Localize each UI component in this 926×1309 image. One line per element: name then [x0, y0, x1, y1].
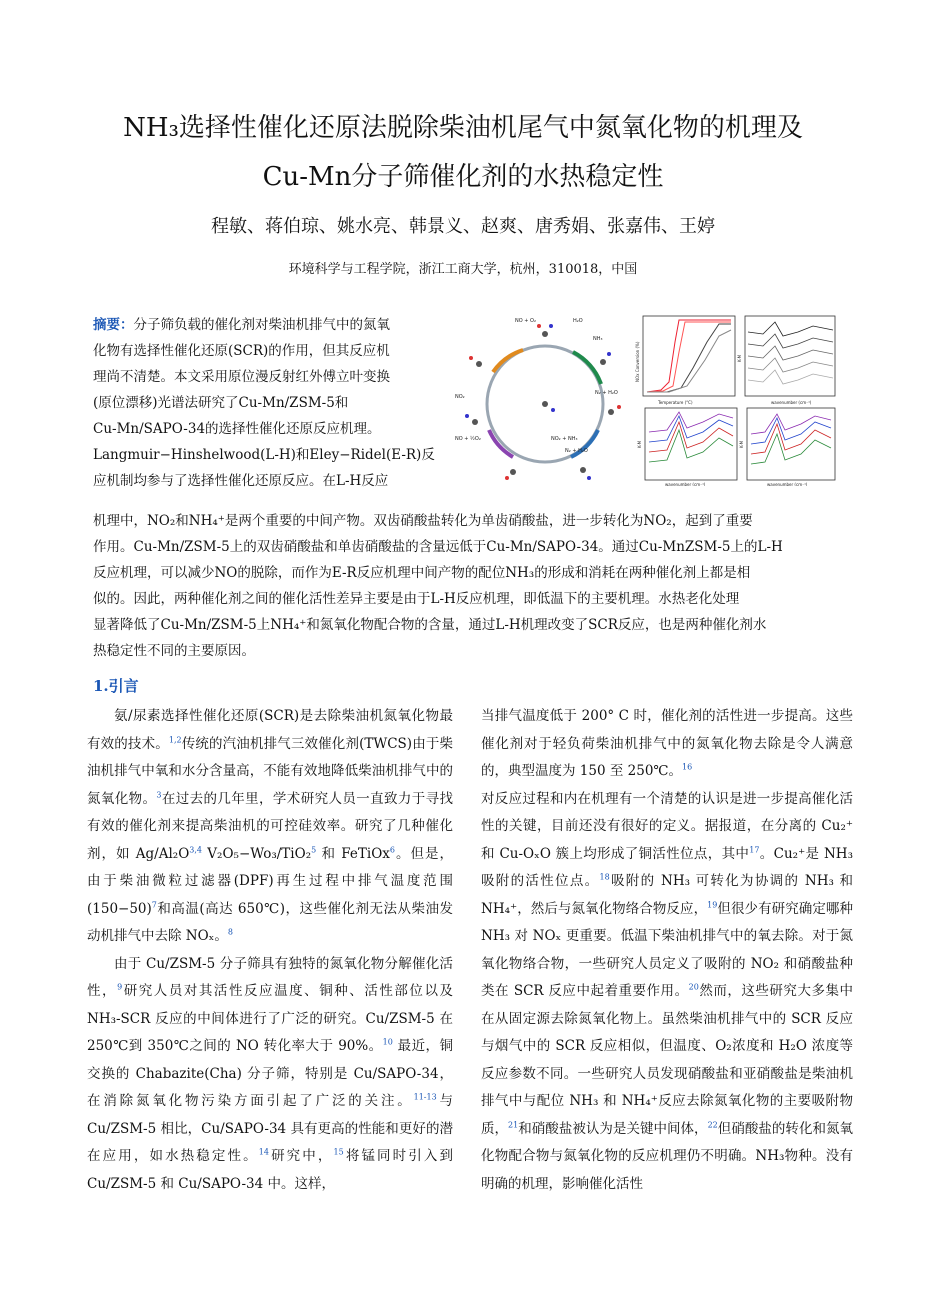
cycle-label: NO + O₂	[515, 318, 536, 324]
affiliation: 环境科学与工程学院，浙江工商大学，杭州，310018，中国	[288, 262, 638, 277]
text-run: 与 Cu/ZSM-5 相比，Cu/SAPO-34 具有更高的性能和更好的潜在应用，如水热稳定性。	[87, 1093, 454, 1164]
plot-xlabel: wavenumber (cm⁻¹)	[767, 482, 808, 486]
abstract-line: 分子筛负载的催化剂对柴油机排气中的氮氧	[133, 317, 390, 333]
cycle-label: H₂O	[573, 318, 583, 324]
text-run: 和高温(高达 650℃)，这些催化剂无法从柴油发动机排气中去除 NOₓ。	[87, 900, 453, 944]
cycle-label: N₂ + H₂O	[595, 390, 618, 396]
text-run: 最近，铜交换的 Chabazite(Cha) 分子筛，特别是 Cu/SAPO-34，在消除氮氧化物污染方面引起了广泛的关注。	[87, 1038, 453, 1109]
text-run: 。但是，由于柴油微粒过滤器(DPF)再生过程中排气温度范围(150−50)	[87, 845, 453, 917]
citation: 18	[599, 872, 610, 882]
cycle-label: NO + ½O₂	[455, 436, 481, 442]
abstract-line: 作用。Cu-Mn/ZSM-5上的双齿硝酸盐和单齿硝酸盐的含量远低于Cu-Mn/SAPO-34。通过Cu-MnZSM-5上的L-H	[93, 539, 783, 555]
text-run: 然而，这些研究大多集中在从固定源去除氮氧化物上。虽然柴油机排气中的 SCR 反应与烟气中的 SCR 反应相似，但温度、O₂浓度和 H₂O 浓度等反应参数不同。一些研究人员发现硝酸盐和亚硝酸盐是柴油机排气中与配位 NH₃ 和 NH₄⁺反应去除氮氧化物的主要吸附物质，	[481, 983, 854, 1137]
abstract-line: 反应机理，可以减少NO的脱除，而作为E-R反应机理中间产物的配位NH₃的形成和消耗在两种催化剂上都是相	[93, 565, 751, 581]
spectra-plot-bottom-right	[739, 408, 835, 486]
text-run: 和硝酸盐被认为是关键中间体，	[518, 1120, 708, 1137]
abstract-line: Langmuir−Hinshelwood(L-H)和Eley−Ridel(E-R)反	[93, 447, 435, 463]
cycle-label: NH₃	[593, 336, 603, 342]
cycle-label: NO₂ + NH₃	[551, 436, 578, 442]
citation: 3,4	[189, 845, 203, 854]
text-run: 由于 Cu/ZSM-5 分子筛具有独特的氮氧化物分解催化活性，	[87, 955, 453, 999]
paragraph	[481, 786, 853, 1199]
text-run: 吸附的 NH₃ 可转化为协调的 NH₃ 和 NH₄⁺，然后与氮氧化物络合物反应，	[481, 873, 853, 917]
text-run: 但很少有研究确定哪种 NH₃ 对 NOₓ 更重要。低温下柴油机排气中的氧去除。对于氮氧化物络合物，一些研究人员定义了吸附的 NO₂ 和硝酸盐种类在 SCR 反应中起着重要作用。	[481, 900, 854, 999]
plot-ylabel: K-M	[739, 440, 744, 448]
text-run: 和 FeTiOx	[316, 845, 390, 862]
citation: 3	[156, 790, 162, 799]
citation: 14	[258, 1147, 269, 1157]
reaction-cycle-diagram	[455, 318, 621, 480]
text-run: 研究中，	[268, 1148, 334, 1164]
plot-ylabel: K-M	[637, 440, 642, 448]
citation: 9	[117, 982, 123, 992]
abstract-line: 显著降低了Cu-Mn/ZSM-5上NH₄⁺和氮氧化物配合物的含量，通过L-H机理改变了SCR反应，也是两种催化剂水	[93, 617, 767, 633]
cycle-label: N₂ + H₂O	[565, 448, 588, 454]
spectra-plot-top	[737, 316, 835, 405]
section-heading: 1.引言	[93, 677, 139, 695]
abstract-label: 摘要：	[93, 317, 134, 333]
conversion-plot	[635, 316, 735, 405]
abstract-line: 化物有选择性催化还原(SCR)的作用，但其反应机	[93, 343, 390, 359]
left-column	[87, 703, 453, 1198]
citation: 11-13	[413, 1092, 437, 1102]
authors: 程敏、蒋伯琼、姚水亮、韩景义、赵爽、唐秀娟、张嘉伟、王婷	[211, 216, 715, 237]
text-run: 对反应过程和内在机理有一个清楚的认识是进一步提高催化活性的关键，目前还没有很好的定义。据报道，在分离的 Cu₂⁺和 Cu-OₓO 簇上均形成了铜活性位点，其中	[481, 790, 853, 862]
plot-xlabel: wavenumber (cm⁻¹)	[771, 400, 812, 405]
text-run: 在过去的几年里，学术研究人员一直致力于寻找有效的催化剂来提高柴油机的可控硅效率。研究了几种催化剂，如 Ag/Al₂O	[87, 790, 454, 862]
text-run: 当排气温度低于 200° C 时，催化剂的活性进一步提高。这些催化剂对于轻负荷柴油机排气中的氮氧化物去除是令人满意的，典型温度为 150 至 250℃。	[481, 708, 853, 779]
citation: 10	[382, 1037, 393, 1047]
plot-xlabel: Temperature (°C)	[658, 400, 693, 405]
citation: 1,2	[168, 735, 182, 744]
citation: 5	[311, 845, 317, 854]
graphical-abstract	[453, 312, 839, 486]
abstract-line: 机理中，NO₂和NH₄⁺是两个重要的中间产物。双齿硝酸盐转化为单齿硝酸盐，进一步转化为NO₂，起到了重要	[93, 513, 753, 529]
citation: 21	[508, 1120, 519, 1129]
right-column	[481, 703, 853, 1198]
text-run: 氨/尿素选择性催化还原(SCR)是去除柴油机氮氧化物最有效的技术。	[87, 708, 453, 752]
paragraph	[87, 951, 453, 1199]
spectra-plot-bottom-left	[637, 408, 737, 486]
text-run: 但硝酸盐的转化和氮氧化物配合物与氮氧化物的反应机理仍不明确。NH₃物种。没有明确的机理，影响催化活性	[481, 1120, 854, 1192]
cycle-label: NO₂	[455, 394, 465, 400]
citation: 8	[227, 927, 233, 937]
abstract-wide	[93, 508, 838, 664]
abstract-line: 理尚不清楚。本文采用原位漫反射红外傅立叶变换	[93, 369, 390, 385]
citation: 22	[707, 1120, 718, 1129]
citation: 16	[682, 762, 693, 772]
abstract-line: Cu-Mn/SAPO-34的选择性催化还原反应机理。	[93, 421, 381, 437]
plot-xlabel: wavenumber (cm⁻¹)	[665, 482, 706, 486]
text-run: 。Cu₂⁺是 NH₃ 吸附的活性位点。	[481, 845, 853, 889]
citation: 17	[749, 845, 760, 854]
paragraph	[87, 703, 453, 951]
title-line-1: NH₃选择性催化还原法脱除柴油机尾气中氮氧化物的机理及	[123, 113, 803, 143]
text-run: 将锰同时引入到 Cu/ZSM-5 和 Cu/SAPO-34 中。这样，	[87, 1148, 454, 1192]
citation: 15	[333, 1147, 344, 1157]
text-run: V₂O₅−Wo₃/TiO₂	[202, 845, 312, 862]
text-run: 传统的汽油机排气三效催化剂(TWCS)由于柴油机排气中氧和水分含量高，不能有效地降低柴油机排气中的氮氧化物。	[87, 735, 453, 807]
title-line-2: Cu-Mn分子筛催化剂的水热稳定性	[262, 162, 664, 192]
citation: 6	[389, 845, 395, 854]
abstract-line: (原位漂移)光谱法研究了Cu-Mn/ZSM-5和	[93, 395, 349, 411]
abstract-narrow	[93, 312, 447, 494]
abstract-line: 应机制均参与了选择性催化还原反应。在L-H反应	[93, 473, 389, 489]
citation: 7	[151, 900, 157, 909]
plot-ylabel: NOx Conversion (%)	[635, 341, 640, 382]
abstract-line: 似的。因此，两种催化剂之间的催化活性差异主要是由于L-H反应机理，即低温下的主要机理。水热老化处理	[93, 591, 740, 607]
abstract-line: 热稳定性不同的主要原因。	[93, 643, 255, 659]
paragraph	[481, 703, 853, 786]
text-run: 研究人员对其活性反应温度、铜种、活性部位以及 NH₃-SCR 反应的中间体进行了广泛的研究。Cu/ZSM-5 在 250℃到 350℃之间的 NO 转化率大于 90%。	[87, 983, 454, 1054]
plot-ylabel: K-M	[737, 354, 742, 362]
citation: 20	[688, 982, 699, 992]
citation: 19	[707, 900, 718, 909]
